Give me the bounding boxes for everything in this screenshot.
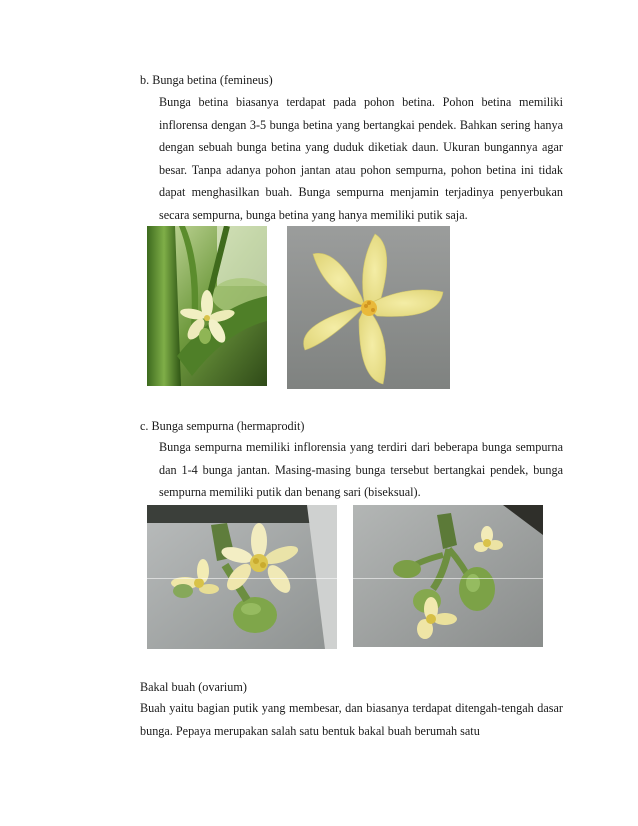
- section-bakal-heading: Bakal buah (ovarium): [140, 680, 247, 694]
- section-b-paragraph: Bunga betina biasanya terdapat pada pohon betina. Pohon betina memiliki inflorensa dengan 3-5 bunga betina yang bertangkai pendek. Bahkan sering hanya dengan sebuah bunga betina yang duduk diketiak daun. Ukuran bungannya agar besar. Tanpa adanya pohon jantan atau pohon sempurna, pohon betina ini tidak dapat menghasilkan buah. Bunga sempurna menjamin terjadinya penyerbukan secara sempurna, bunga betina yang hanya memiliki putik saja.: [159, 95, 563, 222]
- section-b-heading: b. Bunga betina (femineus): [140, 73, 273, 87]
- hermaphrodite-inflorescence-photo-right: [353, 505, 543, 647]
- section-c-heading: c. Bunga sempurna (hermaprodit): [140, 419, 305, 433]
- section-c-paragraph: Bunga sempurna memiliki inflorensia yang terdiri dari beberapa bunga sempurna dan 1-4 bunga jantan. Masing-masing bunga tersebut bertangkai pendek, bunga sempurna memiliki putik dan benang sari (biseksual).: [159, 440, 563, 500]
- hermaphrodite-inflorescence-photo-left: [147, 505, 337, 649]
- female-flower-closeup-photo: [287, 226, 450, 389]
- scan-artifact-line: [147, 578, 543, 579]
- female-flower-on-stem-photo: [147, 226, 267, 386]
- section-bakal-paragraph: Buah yaitu bagian putik yang membesar, dan biasanya terdapat ditengah-tengah dasar bunga. Pepaya merupakan salah satu bentuk bakal buah berumah satu: [140, 701, 563, 738]
